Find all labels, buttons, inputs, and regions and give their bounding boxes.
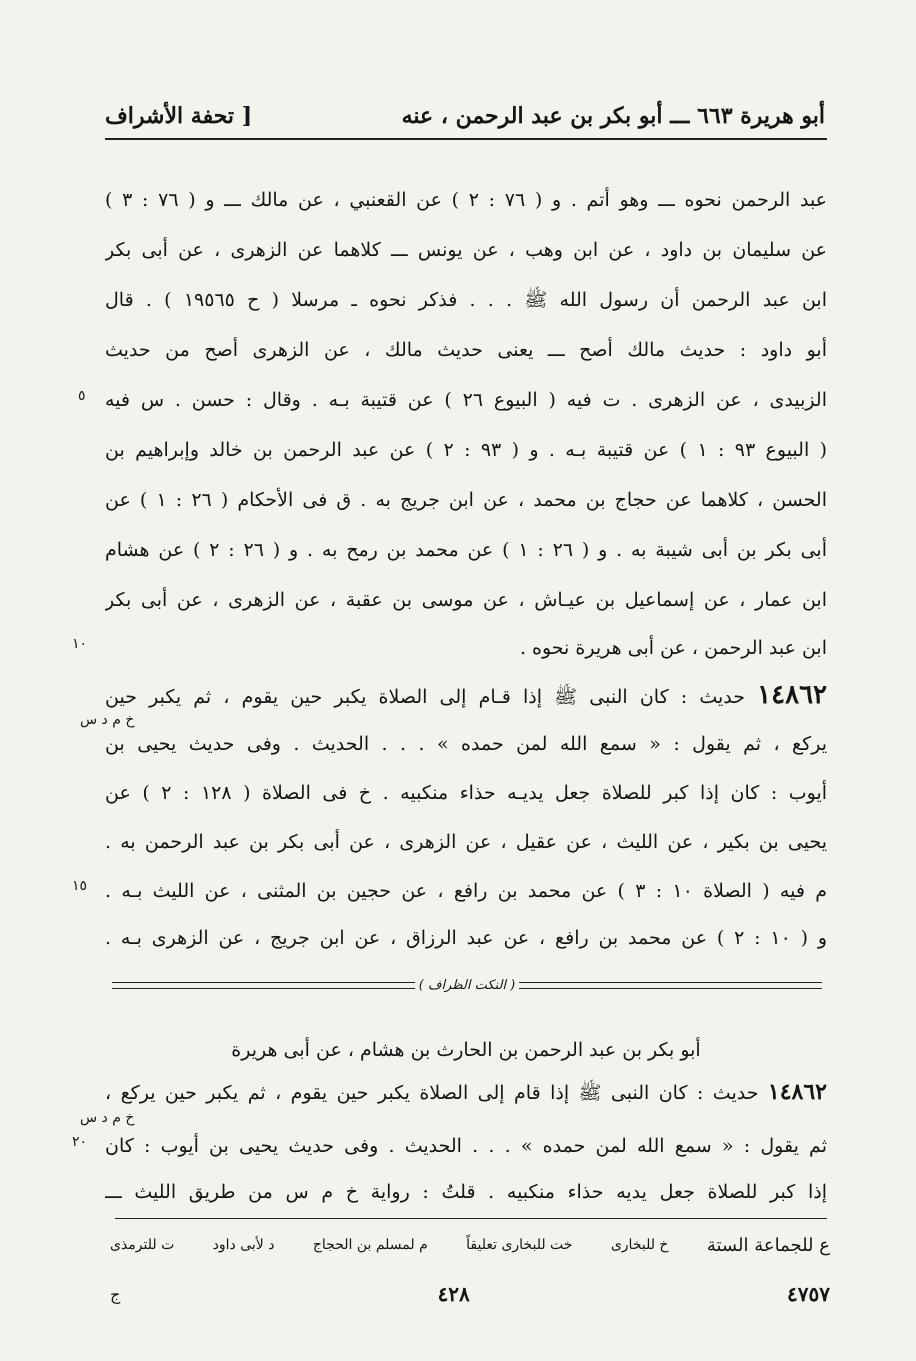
text-line: عن سليمان بن داود ، عن ابن وهب ، عن يونس ـــ كلاهما عن الزهرى ، عن أبى بكر (105, 239, 827, 261)
header-book-name: [ تحفة الأشراف (105, 103, 253, 129)
sigla-margin: خ م د س (80, 1110, 135, 1126)
abbr-item: خ للبخارى (610, 1237, 669, 1253)
running-header (105, 96, 825, 136)
sigla-margin: خ م د س (80, 712, 135, 728)
abbr-item: خت للبخارى تعليقاً (466, 1237, 573, 1253)
abbr-item: د لأبى داود (212, 1237, 275, 1253)
abbr-item: ت للترمذى (110, 1237, 175, 1253)
signature-mark: ج (110, 1284, 121, 1304)
hadith-text: حديث : كان النبى ﷺ إذا قـام إلى الصلاة يكبر حين يقوم ، ثم يكبر حين (105, 686, 745, 708)
text-line: إذا كبر للصلاة جعل يديه حذاء منكبيه . قلتُ : رواية خ م س من طريق الليث ـــ (105, 1181, 827, 1203)
header-rule (105, 138, 827, 140)
hadith-number: ١٤٨٦٢ (757, 680, 827, 710)
line-number-margin: ٥ (78, 388, 86, 404)
section-divider (112, 974, 822, 996)
text-line: يركع ، ثم يقول : « سمع الله لمن حمده » . . . الحديث . وفى حديث يحيى بن (105, 733, 827, 755)
page-number: ٤٢٨ (437, 1282, 470, 1306)
hadith-number: ١٤٨٦٢ (767, 1079, 827, 1105)
hadith-first-line (105, 1072, 827, 1112)
line-number-margin: ١٥ (72, 878, 88, 894)
text-line: أبى بكر بن أبى شيبة به . و ( ٢٦ : ١ ) عن محمد بن رمح به . و ( ٢٦ : ٢ ) عن هشام (105, 539, 827, 561)
text-line: ثم يقول : « سمع الله لمن حمده » . . . الحديث . وفى حديث يحيى بن أيوب : كان (105, 1135, 827, 1157)
text-line: عبد الرحمن نحوه ـــ وهو أتم . و ( ٧٦ : ٢ ) عن القعنبي ، عن مالك ـــ و ( ٧٦ : ٣ ) (105, 189, 827, 211)
text-line: ابن عبد الرحمن أن رسول الله ﷺ . . . فذكر نحوه ـ مرسلا ( ح ١٩٥٦٥ ) . قال (105, 289, 827, 311)
text-line: الزبيدى ، عن الزهرى . ت فيه ( البيوع ٢٦ ) عن قتيبة بـه . وقال : حسن . س فيه (105, 389, 827, 411)
text-line: و ( ١٠ : ٢ ) عن محمد بن رافع ، عن عبد الرزاق ، عن ابن جريج ، عن الزهرى بـه . (105, 927, 827, 949)
footnote-rule (115, 1218, 827, 1219)
text-line: الحسن ، كلاهما عن حجاج بن محمد ، عن ابن جريج به . ق فى الأحكام ( ٢٦ : ١ ) عن (105, 489, 827, 511)
text-line: ابن عبد الرحمن ، عن أبى هريرة نحوه . (519, 637, 827, 659)
divider-rule-left (112, 982, 415, 989)
header-title: أبو هريرة ٦٦٣ ـــ أبو بكر بن عبد الرحمن ، عنه (401, 103, 825, 129)
text-line: م فيه ( الصلاة ١٠ : ٣ ) عن محمد بن رافع ، عن حجين بن المثنى ، عن الليث بـه . (105, 880, 827, 902)
hadith-text: حديث : كان النبى ﷺ إذا قام إلى الصلاة يكبر حين يقوم ، ثم يكبر حين يركع ، (105, 1082, 759, 1104)
line-number-margin: ١٠ (72, 636, 88, 652)
page-footer (110, 1276, 830, 1312)
text-line: ( البيوع ٩٣ : ١ ) عن قتيبة بـه . و ( ٩٣ : ٢ ) عن عبد الرحمن بن خالد وإبراهيم بن (105, 439, 827, 461)
abbr-item: م لمسلم بن الحجاج (312, 1237, 428, 1253)
line-number-margin: ٢٠ (72, 1134, 88, 1150)
divider-label: ( النكت الظراف ) (418, 977, 516, 993)
text-line: يحيى بن بكير ، عن الليث ، عن عقيل ، عن الزهرى ، عن أبى بكر بن عبد الرحمن به . (105, 831, 827, 853)
abbr-item: ع للجماعة الستة (706, 1234, 830, 1256)
hadith-first-line (105, 675, 827, 715)
volume-page-number: ٤٧٥٧ (787, 1282, 830, 1306)
section-heading: أبو بكر بن عبد الرحمن بن الحارث بن هشام ، عن أبى هريرة (231, 1039, 701, 1061)
text-line: ابن عمار ، عن إسماعيل بن عيـاش ، عن موسى بن عقبة ، عن الزهرى ، عن أبى بكر (105, 589, 827, 611)
text-line: أبو داود : حديث مالك أصح ـــ يعنى حديث مالك ، عن الزهرى أصح من حديث (105, 339, 827, 361)
abbreviation-key (110, 1228, 830, 1262)
text-line: أيوب : كان إذا كبر للصلاة جعل يديـه حذاء منكبيه . خ فى الصلاة ( ١٢٨ : ٢ ) عن (105, 782, 827, 804)
divider-rule-right (519, 982, 822, 989)
